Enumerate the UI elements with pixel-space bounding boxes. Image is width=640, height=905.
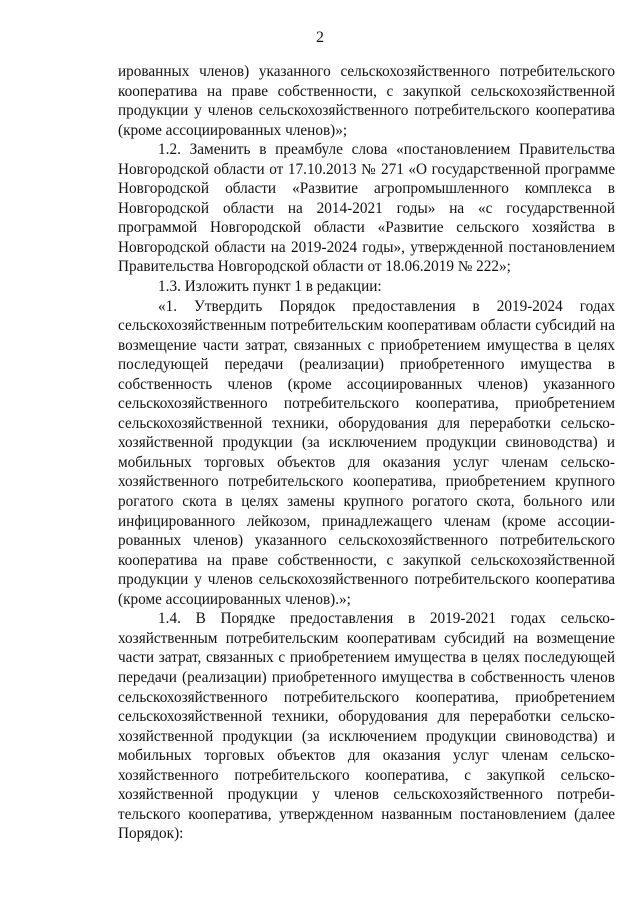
- text-line: (кроме ассоциированных членов).»;: [118, 590, 351, 608]
- text-line: сельскохозяйственного потребительского кооператива, приобретением: [118, 395, 615, 413]
- text-line: кооператива на праве собственности, с закупкой сельскохозяйственной: [118, 551, 615, 569]
- text-line: Новгородской области на 2014-2021 годы» на «с государственной: [118, 199, 615, 217]
- text-line: программой Новгородской области «Развитие сельского хозяйства в: [118, 219, 615, 237]
- text-line: возмещение части затрат, связанных с приобретением имущества в целях: [118, 336, 615, 354]
- paragraph-item-1-2: [118, 140, 615, 277]
- page-number: 2: [316, 29, 324, 46]
- paragraph-item-1-3: [118, 277, 615, 297]
- text-line: сельскохозяйственного потребительского кооператива, приобретением: [118, 688, 615, 706]
- text-line: собственность членов (кроме ассоциированных членов) указанного: [118, 375, 615, 393]
- text-line: мобильных торговых объектов для оказания услуг членам сельско-: [118, 747, 615, 765]
- text-line: (кроме ассоциированных членов)»;: [118, 121, 348, 139]
- text-line: части затрат, связанных с приобретением имущества в целях последующей: [118, 649, 615, 667]
- text-line: хозяйственной продукции (за исключением продукции свиноводства) и: [118, 727, 615, 745]
- paragraph-continuation: [118, 62, 615, 140]
- text-line: кооператива на праве собственности, с закупкой сельскохозяйственной: [118, 82, 615, 100]
- text-line: Новгородской области «Развитие агропромышленного комплекса в: [118, 180, 615, 198]
- text-line: Новгородской области на 2019-2024 годы», утвержденной постановлением: [118, 238, 615, 256]
- text-line: Порядок):: [118, 825, 184, 843]
- text-line: мобильных торговых объектов для оказания услуг членам сельско-: [118, 453, 615, 471]
- text-line: инфицированного лейкозом, принадлежащего членам (кроме ассоции-: [118, 512, 615, 530]
- text-line: рованных членов) указанного сельскохозяйственного потребительского: [118, 532, 615, 550]
- text-line: хозяйственным потребительским кооперативам субсидий на возмещение: [118, 629, 615, 647]
- text-line: хозяйственной продукции у членов сельскохозяйственного потреби-: [118, 786, 615, 804]
- text-line: «1. Утвердить Порядок предоставления в 2019-2024 годах: [158, 297, 615, 315]
- text-line: 1.4. В Порядке предоставления в 2019-2021 годах сельско-: [158, 610, 615, 628]
- text-line: Новгородской области от 17.10.2013 № 271 «О государственной программе: [118, 160, 615, 178]
- text-line: 1.2. Заменить в преамбуле слова «постановлением Правительства: [158, 141, 615, 159]
- text-line: последующей передачи (реализации) приобретенного имущества в: [118, 356, 615, 374]
- document-body: [118, 62, 615, 844]
- text-line: сельскохозяйственной техники, оборудования для переработки сельско-: [118, 708, 615, 726]
- text-line: продукции у членов сельскохозяйственного потребительского кооператива: [118, 102, 615, 120]
- text-line: 1.3. Изложить пункт 1 в редакции:: [158, 278, 382, 296]
- text-line: продукции у членов сельскохозяйственного потребительского кооператива: [118, 571, 615, 589]
- text-line: хозяйственной продукции (за исключением продукции свиноводства) и: [118, 434, 615, 452]
- text-line: передачи (реализации) приобретенного имущества в собственность членов: [118, 668, 615, 686]
- text-line: хозяйственного потребительского кооператива, с закупкой сельско-: [118, 766, 615, 784]
- paragraph-item-1-4: [118, 609, 615, 844]
- text-line: тельского кооператива, утвержденном названным постановлением (далее: [118, 805, 615, 823]
- text-line: Правительства Новгородской области от 18.06.2019 № 222»;: [118, 258, 511, 276]
- text-line: ированных членов) указанного сельскохозяйственного потребительского: [118, 63, 615, 80]
- paragraph-point-1-text: [118, 297, 615, 610]
- text-line: сельскохозяйственной техники, оборудования для переработки сельско-: [118, 414, 615, 432]
- text-line: сельскохозяйственным потребительским кооперативам области субсидий на: [118, 317, 615, 335]
- text-line: хозяйственного потребительского кооператива, приобретением крупного: [118, 473, 615, 491]
- text-line: рогатого скота в целях замены крупного рогатого скота, больного или: [118, 493, 615, 511]
